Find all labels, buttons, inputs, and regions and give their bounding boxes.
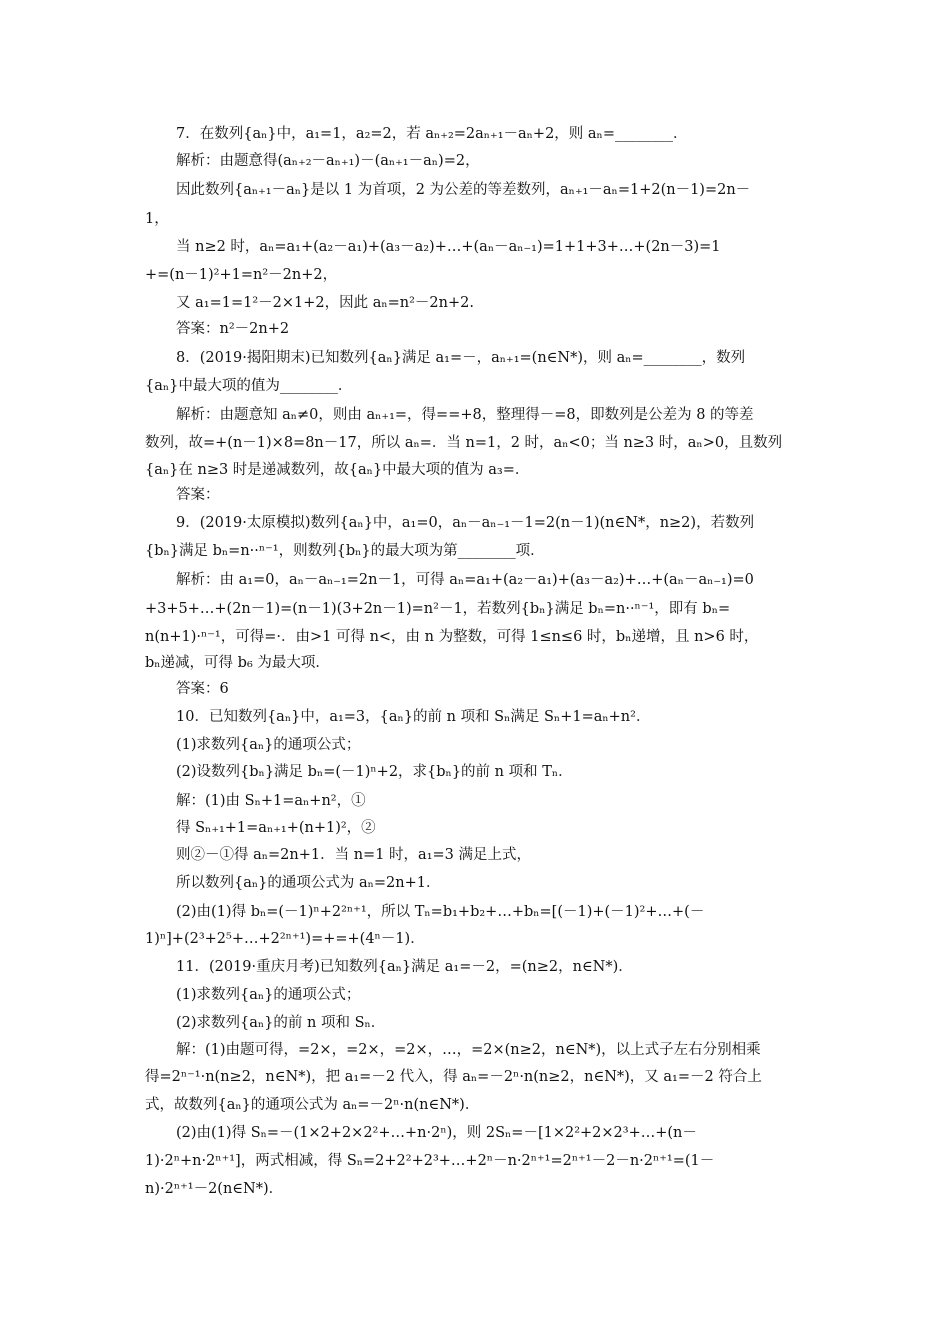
text-line: (2)由(1)得 Sₙ=－(1×2+2×2²+…+n·2ⁿ)，则 2Sₙ=－[1×2²+2×2³+…+(n－ (176, 1125, 697, 1141)
text-line: 得=2ⁿ⁻¹·n(n≥2，n∈N*)，把 a₁=－2 代入，得 aₙ=－2ⁿ·n(n≥2，n∈N*)，又 a₁=－2 符合上 (145, 1069, 762, 1085)
text-line: (2)由(1)得 bₙ=(－1)ⁿ+2²ⁿ⁺¹，所以 Tₙ=b₁+b₂+…+bₙ=[(－1)+(－1)²+…+(－ (176, 904, 705, 920)
problem-9-question: 9．(2019·太原模拟)数列{aₙ}中，a₁=0，aₙ－aₙ₋₁－1=2(n－1)(n∈N*，n≥2)，若数列 (176, 515, 755, 531)
text-line: 1， (145, 211, 169, 227)
text-line: 则②－①得 aₙ=2n+1．当 n=1 时，a₁=3 满足上式， (176, 847, 531, 863)
text-line: (1)求数列{aₙ}的通项公式； (176, 737, 361, 753)
text-line: (2)求数列{aₙ}的前 n 项和 Sₙ． (176, 1015, 386, 1031)
text-line: (1)求数列{aₙ}的通项公式； (176, 987, 361, 1003)
answer-line: 答案：6 (176, 681, 229, 697)
text-line: 当 n≥2 时，aₙ=a₁+(a₂－a₁)+(a₃－a₂)+…+(aₙ－aₙ₋₁)=1+1+3+…+(2n－3)=1 (176, 239, 721, 255)
text-line: +3+5+…+(2n－1)=(n－1)(3+2n－1)=n²－1，若数列{bₙ}满足 bₙ=n··ⁿ⁻¹，即有 bₙ= (145, 601, 731, 617)
problem-7-question: 7．在数列{aₙ}中，a₁=1，a₂=2，若 aₙ₊₂=2aₙ₊₁－aₙ+2，则 aₙ=________． (176, 126, 688, 142)
text-line: 得 Sₙ₊₁+1=aₙ₊₁+(n+1)²，② (176, 820, 376, 836)
text-line: 解：(1)由 Sₙ+1=aₙ+n²，① (176, 793, 366, 809)
problem-8-question: 8．(2019·揭阳期末)已知数列{aₙ}满足 a₁=－，aₙ₊₁=(n∈N*)，则 aₙ=________，数列 (176, 350, 746, 366)
text-line: 式，故数列{aₙ}的通项公式为 aₙ=－2ⁿ·n(n∈N*)． (145, 1097, 480, 1113)
answer-line: 答案： (176, 487, 220, 503)
text-line: 所以数列{aₙ}的通项公式为 aₙ=2n+1． (176, 875, 441, 891)
text-line: 解析：由题意知 aₙ≠0，则由 aₙ₊₁=，得==+8，整理得－=8，即数列是公差为 8 的等差 (176, 407, 754, 423)
text-line: bₙ递减，可得 b₆ 为最大项． (145, 655, 330, 671)
text-line: +=(n－1)²+1=n²－2n+2， (145, 267, 338, 283)
problem-10-question: 10．已知数列{aₙ}中，a₁=3，{aₙ}的前 n 项和 Sₙ满足 Sₙ+1=aₙ+n²． (176, 709, 651, 725)
text-line: 解析：由题意得(aₙ₊₂－aₙ₊₁)－(aₙ₊₁－aₙ)=2， (176, 153, 480, 169)
text-line: (2)设数列{bₙ}满足 bₙ=(－1)ⁿ+2，求{bₙ}的前 n 项和 Tₙ． (176, 764, 573, 780)
text-line: 1)ⁿ]+(2³+2⁵+…+2²ⁿ⁺¹)=+=+(4ⁿ－1)． (145, 931, 425, 947)
text-line: {aₙ}中最大项的值为________． (145, 378, 353, 394)
problem-11-question: 11．(2019·重庆月考)已知数列{aₙ}满足 a₁=－2，=(n≥2，n∈N*)． (176, 959, 633, 975)
answer-line: 答案：n²－2n+2 (176, 321, 290, 337)
text-line: 因此数列{aₙ₊₁－aₙ}是以 1 为首项，2 为公差的等差数列，aₙ₊₁－aₙ=1+2(n－1)=2n－ (176, 182, 751, 198)
text-line: 解析：由 a₁=0，aₙ－aₙ₋₁=2n－1，可得 aₙ=a₁+(a₂－a₁)+(a₃－a₂)+…+(aₙ－aₙ₋₁)=0 (176, 572, 754, 588)
text-line: 解：(1)由题可得，=2×，=2×，=2×，…，=2×(n≥2，n∈N*)，以上式子左右分别相乘 (176, 1042, 761, 1058)
text-line: {bₙ}满足 bₙ=n··ⁿ⁻¹，则数列{bₙ}的最大项为第________项． (145, 543, 545, 559)
text-line: 1)·2ⁿ+n·2ⁿ⁺¹]，两式相减，得 Sₙ=2+2²+2³+…+2ⁿ－n·2ⁿ⁺¹=2ⁿ⁺¹－2－n·2ⁿ⁺¹=(1－ (145, 1153, 715, 1169)
text-line: 又 a₁=1=1²－2×1+2，因此 aₙ=n²－2n+2. (176, 295, 474, 311)
text-line: {aₙ}在 n≥3 时是递减数列，故{aₙ}中最大项的值为 a₃=． (145, 462, 530, 478)
text-line: 数列，故=+(n－1)×8=8n－17，所以 aₙ=．当 n=1，2 时，aₙ<0；当 n≥3 时，aₙ>0，且数列 (145, 435, 783, 451)
text-line: n(n+1)·ⁿ⁻¹，可得=·．由>1 可得 n<，由 n 为整数，可得 1≤n≤6 时，bₙ递增，且 n>6 时， (145, 629, 759, 645)
text-line: n)·2ⁿ⁺¹－2(n∈N*)． (145, 1181, 284, 1197)
